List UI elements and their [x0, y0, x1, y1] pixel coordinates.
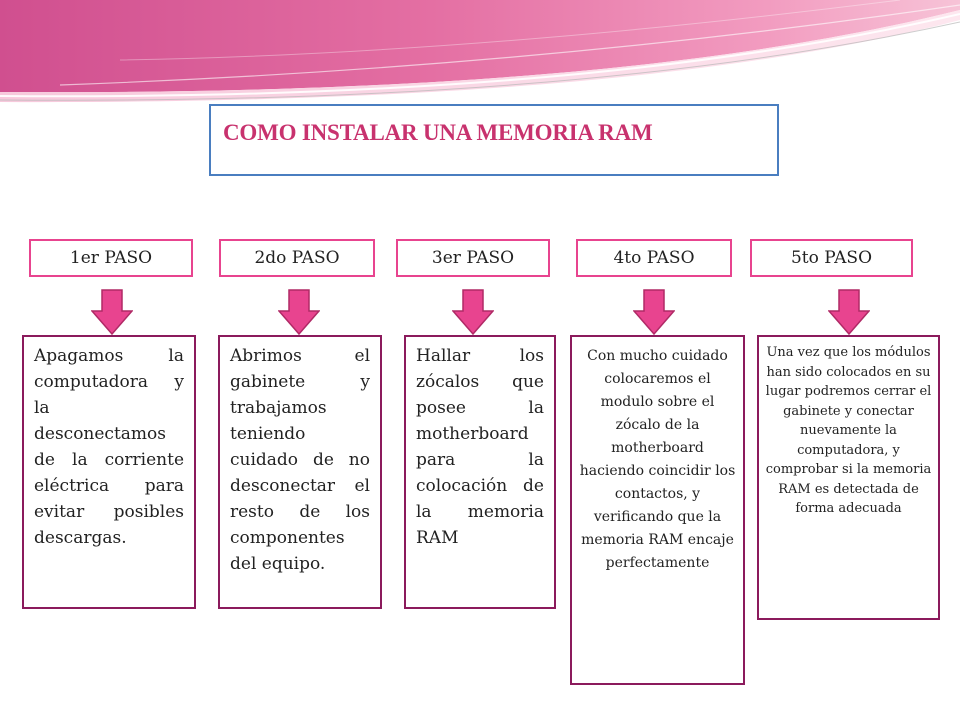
step-4-text: Con mucho cuidado colocaremos el modulo sobre el zócalo de la motherboard haciendo coincidir los contactos, y verificando que la memoria RAM encaje perfectamente [579, 348, 736, 571]
step-3-label: 3er PASO [396, 239, 550, 277]
down-arrow-icon [633, 289, 675, 335]
down-arrow-icon [828, 289, 870, 335]
step-5-text: Una vez que los módulos han sido colocados en su lugar podremos cerrar el gabinete y conectar nuevamente la computadora, y comprobar si la memoria RAM es detectada de forma adecuada [765, 345, 932, 516]
step-3-text: Hallar los zócalos que posee la motherboard para la colocación de la memoria RAM [416, 346, 544, 548]
step-2-text: Abrimos el gabinete y trabajamos teniendo cuidado de no desconectar el resto de los componentes del equipo. [230, 346, 370, 574]
step-4-card [570, 335, 745, 685]
step-2-card [218, 335, 382, 609]
down-arrow-icon [91, 289, 133, 335]
down-arrow-icon [278, 289, 320, 335]
step-1-label: 1er PASO [29, 239, 193, 277]
step-5-label: 5to PASO [750, 239, 913, 277]
step-1-text: Apagamos la computadora y la desconectamos de la corriente eléctrica para evitar posibles descargas. [34, 346, 184, 548]
step-1-card [22, 335, 196, 609]
step-3-card [404, 335, 556, 609]
step-5-card [757, 335, 940, 620]
step-4-label: 4to PASO [576, 239, 732, 277]
header-banner [0, 0, 960, 110]
page-title: COMO INSTALAR UNA MEMORIA RAM [223, 120, 653, 145]
step-2-label: 2do PASO [219, 239, 375, 277]
down-arrow-icon [452, 289, 494, 335]
title-box [209, 104, 779, 176]
